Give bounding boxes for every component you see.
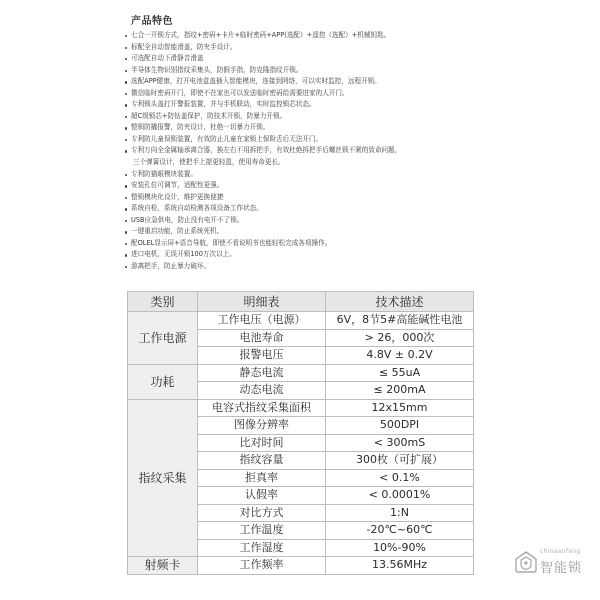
- feature-item: 系统自检，系统自动检测各项设备工作状态。: [125, 203, 515, 215]
- spec-value: ≤ 200mA: [326, 382, 474, 400]
- spec-category: 工作电源: [128, 312, 198, 365]
- spec-value: 6V，8节5#高能碱性电池: [326, 312, 474, 330]
- spec-category: 指纹采集: [128, 399, 198, 557]
- feature-item: 微信临时密码开门，即使不在家也可以发送临时密码给需要进家的人开门。: [125, 88, 515, 100]
- header-description: 技术描述: [326, 292, 474, 312]
- spec-row: [128, 557, 474, 575]
- spec-item: 工作温度: [198, 522, 326, 540]
- features-title: 产品特色: [131, 16, 173, 27]
- spec-item: 电容式指纹采集面积: [198, 399, 326, 417]
- spec-item: 工作频率: [198, 557, 326, 575]
- spec-row: [128, 399, 474, 417]
- spec-category: 功耗: [128, 364, 198, 399]
- spec-value: > 26，000次: [326, 329, 474, 347]
- feature-item: 一键重启功能，防止系统死机。: [125, 226, 515, 238]
- spec-item: 比对时间: [198, 434, 326, 452]
- feature-item: 专利防猫眼模块装置。: [125, 169, 515, 181]
- spec-item: 认假率: [198, 487, 326, 505]
- spec-item: 报警电压: [198, 347, 326, 365]
- spec-table-header-row: [128, 292, 474, 312]
- feature-item: 可选配自动下滑静音滑盖: [125, 53, 515, 65]
- feature-item: 整锁模块化设计，维护更换便捷: [125, 192, 515, 204]
- feature-item: 选配APP健康，打开电池盒盖插入智能模块，连接到网络，可以实时监控，远程开锁。: [125, 76, 515, 88]
- spec-item: 拒真率: [198, 469, 326, 487]
- spec-value: 500DPI: [326, 417, 474, 435]
- spec-value: 13.56MHz: [326, 557, 474, 575]
- spec-value: < 0.1%: [326, 469, 474, 487]
- feature-item: 半导体生物识别指纹采集头，防假手指，防克隆指纹开锁。: [125, 65, 515, 77]
- spec-value: < 0.0001%: [326, 487, 474, 505]
- feature-item: 进口电机，无误开锁100万次以上。: [125, 249, 515, 261]
- spec-item: 图像分辨率: [198, 417, 326, 435]
- feature-item: 标配全自动智能滑盖，防夹手设计。: [125, 42, 515, 54]
- spec-value: 300枚（可扩展）: [326, 452, 474, 470]
- house-shield-logo-icon: [514, 550, 538, 574]
- feature-item: 安装孔位可调节，适配性更强。: [125, 180, 515, 192]
- spec-item: 电池寿命: [198, 329, 326, 347]
- feature-item: 游离把手，防止暴力破坏。: [125, 261, 515, 273]
- feature-item: 专利防儿童误锁装置，有效防止儿童在家锁上保险舌后无法开门。: [125, 134, 515, 146]
- spec-item: 工作湿度: [198, 539, 326, 557]
- spec-table: [127, 291, 474, 575]
- feature-item: 三个弹簧设计，使把手上提更轻盈，使用寿命更长。: [133, 158, 285, 167]
- feature-item: 整锁防撬报警，防夹设计，杜绝一切暴力开锁。: [125, 122, 515, 134]
- feature-item: 专利锁头盖打开警报装置，并与手机联动，实时监控锁芯状态。: [125, 99, 515, 111]
- spec-category: 射频卡: [128, 557, 198, 575]
- feature-item: 七合一开锁方式，指纹+密码+卡片+临时密码+APP(选配）+遥控（选配）+机械钥匙。: [125, 30, 515, 42]
- header-category: 类别: [128, 292, 198, 312]
- feature-item: 专利万向全金属轴承离合器，换左右不用拆把手，有效杜绝拆把手后螺丝锁不紧的致命问题，: [125, 145, 515, 157]
- spec-value: ≤ 55uA: [326, 364, 474, 382]
- site-watermark: [514, 546, 594, 582]
- spec-value: 1:N: [326, 504, 474, 522]
- feature-item: 超C级锁芯+防钻盖保护，防技术开锁，防暴力开锁。: [125, 111, 515, 123]
- spec-value: 12x15mm: [326, 399, 474, 417]
- feature-item: 配OLEL显示屏+语音导航，即使不看说明书也能轻松完成各项操作。: [125, 238, 515, 250]
- spec-value: < 300mS: [326, 434, 474, 452]
- spec-row: [128, 312, 474, 330]
- watermark-name: 智能锁: [540, 561, 583, 576]
- spec-table-body: [128, 312, 474, 575]
- spec-row: [128, 364, 474, 382]
- features-list: [125, 30, 515, 272]
- spec-item: 对比方式: [198, 504, 326, 522]
- spec-value: 4.8V ± 0.2V: [326, 347, 474, 365]
- feature-item: USB应急供电，防止没有电开不了锁。: [125, 215, 515, 227]
- spec-item: 指纹容量: [198, 452, 326, 470]
- spec-value: 10%-90%: [326, 539, 474, 557]
- spec-item: 工作电压（电源）: [198, 312, 326, 330]
- spec-item: 静态电流: [198, 364, 326, 382]
- spec-value: -20℃~60℃: [326, 522, 474, 540]
- spec-item: 动态电流: [198, 382, 326, 400]
- header-item: 明细表: [198, 292, 326, 312]
- watermark-domain: chinaanfang: [540, 548, 581, 555]
